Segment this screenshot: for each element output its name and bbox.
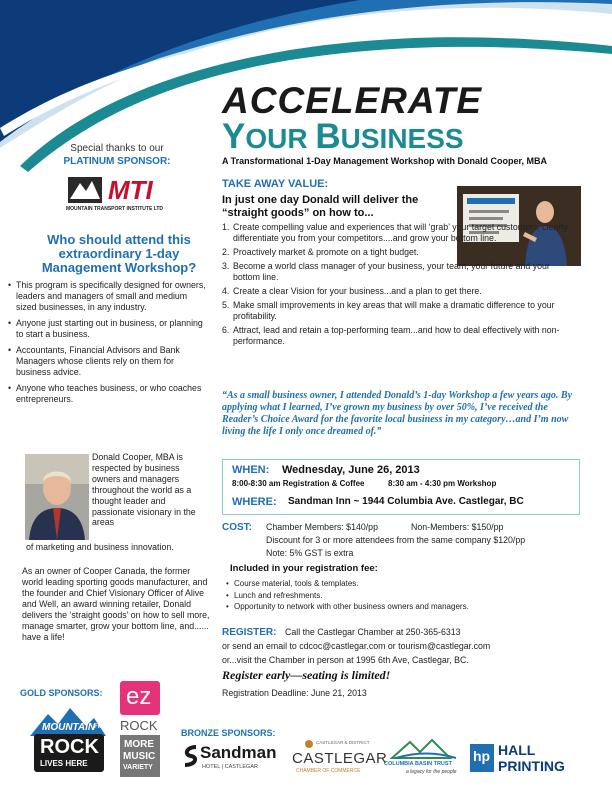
mti-logo-text: MTI [108, 175, 153, 205]
takeaway-points-list [222, 222, 578, 350]
who-should-attend-heading: Who should attend this extraordinary 1-day Management Workshop? [41, 232, 197, 275]
takeaway-intro: In just one day Donald will deliver the “straight goods” on how to... [222, 194, 419, 219]
member-price: Chamber Members: $140/pp [266, 522, 378, 532]
bronze-sponsors-label: BRONZE SPONSORS: [181, 728, 276, 738]
list-item: 2. Proactively market & promote on a tight budget. [222, 247, 419, 257]
where-label: WHERE: [232, 496, 277, 508]
list-item: • Anyone just starting out in business, or planning to start a business. [6, 318, 210, 340]
event-location: Sandman Inn ~ 1944 Columbia Ave. Castlegar, BC [288, 496, 524, 507]
gold-sponsors-label: GOLD SPONSORS: [20, 688, 103, 698]
castlegar-chamber-logo: CASTLEGAR & DISTRICT CASTLEGAR CHAMBER OF COMMERCE [292, 740, 388, 774]
list-item: • Course material, tools & templates. [226, 578, 582, 590]
register-email: or send an email to cdcoc@castlegar.com or tourism@castlegar.com [222, 641, 491, 651]
sponsor-thanks-text: Special thanks to our [70, 143, 164, 154]
speaker-bio-detail: As an owner of Cooper Canada, the former world leading sporting goods manufacturer, and the founder and Chief Visionary Officer of Alive and Well, an award winning retailer, Donald delivers the ‘straight goods’ on how to sell more, manage smarter, grow your bottom line, and...... have a life! [22, 566, 210, 642]
mti-logo-subtext: MOUNTAIN TRANSPORT INSTITUTE LTD [66, 206, 164, 212]
sandman-logo: Sandman HOTEL | CASTLEGAR [180, 742, 284, 776]
register-early-note: Register early—seating is limited! [222, 668, 391, 682]
included-list [226, 578, 582, 613]
list-item: 6. Attract, lead and retain a top-performing team...and how to deal effectively with non-performance. [222, 325, 560, 346]
platinum-sponsor-label: PLATINUM SPONSOR: [63, 156, 171, 167]
testimonial-quote: “As a small business owner, I attended Donald’s 1-day Workshop a few years ago. By applying what I learned, I’ve grown my business by over 50%, I’ve received the Reader’s Choice Award for the favorite local business in my category…and I’m now living the life I only once dreamed of.” [222, 390, 573, 437]
workshop-time: 8:30 am - 4:30 pm Workshop [388, 479, 497, 488]
non-member-price: Non-Members: $150/pp [411, 522, 504, 532]
list-item: • This program is specifically designed for owners, leaders and managers of small and medium sized businesses, in any industry. [6, 280, 210, 313]
columbia-basin-trust-logo: COLUMBIA BASIN TRUST a legacy for the people [382, 738, 470, 778]
group-discount: Discount for 3 or more attendees from the same company $120/pp [266, 535, 526, 545]
speaker-bio-continued: of marketing and business innovation. [26, 542, 174, 552]
mountain-rock-logo: MOUNTAIN FM ROCK LIVES HERE [28, 706, 108, 776]
speaker-bio-intro: Donald Cooper, MBA is respected by business owners and managers throughout the world as a thought leader and passionate visionary in the areas [92, 452, 196, 528]
registration-time: 8:00-8:30 am Registration & Coffee [232, 479, 365, 488]
cost-label: COST: [222, 522, 252, 533]
register-in-person: or...visit the Chamber in person at 1995 6th Ave, Castlegar, BC. [222, 655, 469, 665]
event-date: Wednesday, June 26, 2013 [282, 464, 420, 476]
who-should-attend-list [6, 280, 210, 410]
list-item: 5. Make small improvements in key areas that will make a dramatic difference to your profitability. [222, 300, 555, 321]
list-item: • Accountants, Financial Advisors and Bank Managers whose clients rely on them for business advice. [6, 345, 210, 378]
register-phone: Call the Castlegar Chamber at 250-365-6313 [285, 627, 461, 637]
list-item: • Lunch and refreshments. [226, 590, 582, 602]
title-line-1: ACCELERATE [222, 80, 483, 121]
included-heading: Included in your registration fee: [230, 563, 378, 574]
when-label: WHEN: [232, 464, 270, 476]
speaker-photo [25, 454, 89, 540]
list-item: 4. Create a clear Vision for your business...and a plan to get there. [222, 286, 482, 296]
list-item: 3. Become a world class manager of your business, your team, your future and your bottom line. [222, 261, 550, 282]
hall-printing-logo: hp HALL PRINTING [470, 742, 574, 776]
list-item: • Anyone who teaches business, or who coaches entrepreneurs. [6, 383, 210, 405]
subtitle: A Transformational 1-Day Management Workshop with Donald Cooper, MBA [222, 156, 548, 166]
list-item: 1. Create compelling value and experiences that will ‘grab’ your target customers, clearly differentiate you from your competitors....and grow your bottom line. [222, 222, 568, 243]
title-line-2: YOUR BUSINESS [222, 117, 464, 156]
takeaway-heading: TAKE AWAY VALUE: [222, 178, 329, 190]
gst-note: Note: 5% GST is extra [266, 548, 354, 558]
register-label: REGISTER: [222, 627, 277, 638]
list-item: • Opportunity to network with other business owners and managers. [226, 601, 582, 613]
mti-logo [66, 173, 192, 217]
ez-rock-logo: ez ROCK MORE MUSIC VARIETY [118, 681, 162, 781]
registration-deadline: Registration Deadline: June 21, 2013 [222, 688, 367, 698]
